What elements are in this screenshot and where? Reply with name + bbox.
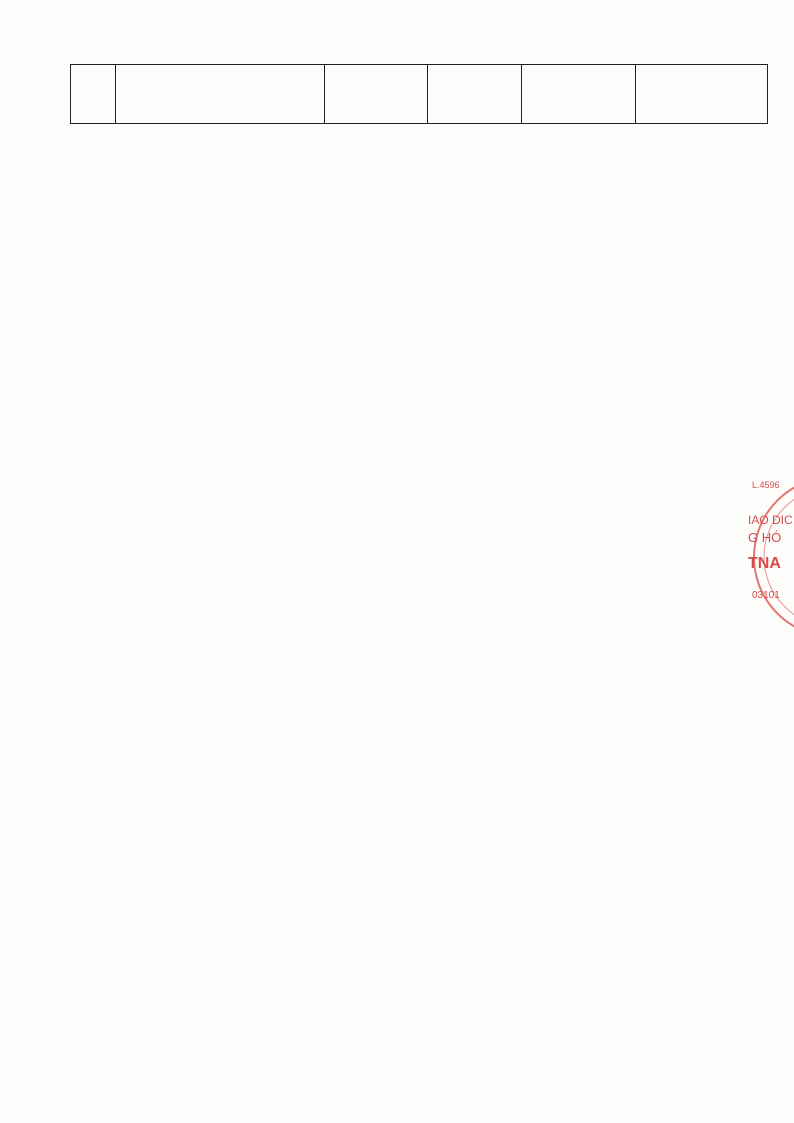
svg-text:L.4596: L.4596 — [752, 480, 780, 490]
header-code — [325, 65, 428, 124]
header-stt — [71, 65, 116, 124]
header-time — [636, 65, 768, 124]
header-exchange — [522, 65, 636, 124]
svg-text:IAO DIC: IAO DIC — [748, 513, 793, 527]
svg-text:03101: 03101 — [752, 590, 780, 601]
header-row — [71, 65, 768, 124]
header-name — [116, 65, 325, 124]
commodity-table — [70, 64, 768, 124]
red-stamp — [746, 462, 794, 652]
header-group — [428, 65, 522, 124]
svg-text:G HÓ: G HÓ — [748, 530, 782, 545]
svg-text:TNA: TNA — [748, 555, 781, 572]
